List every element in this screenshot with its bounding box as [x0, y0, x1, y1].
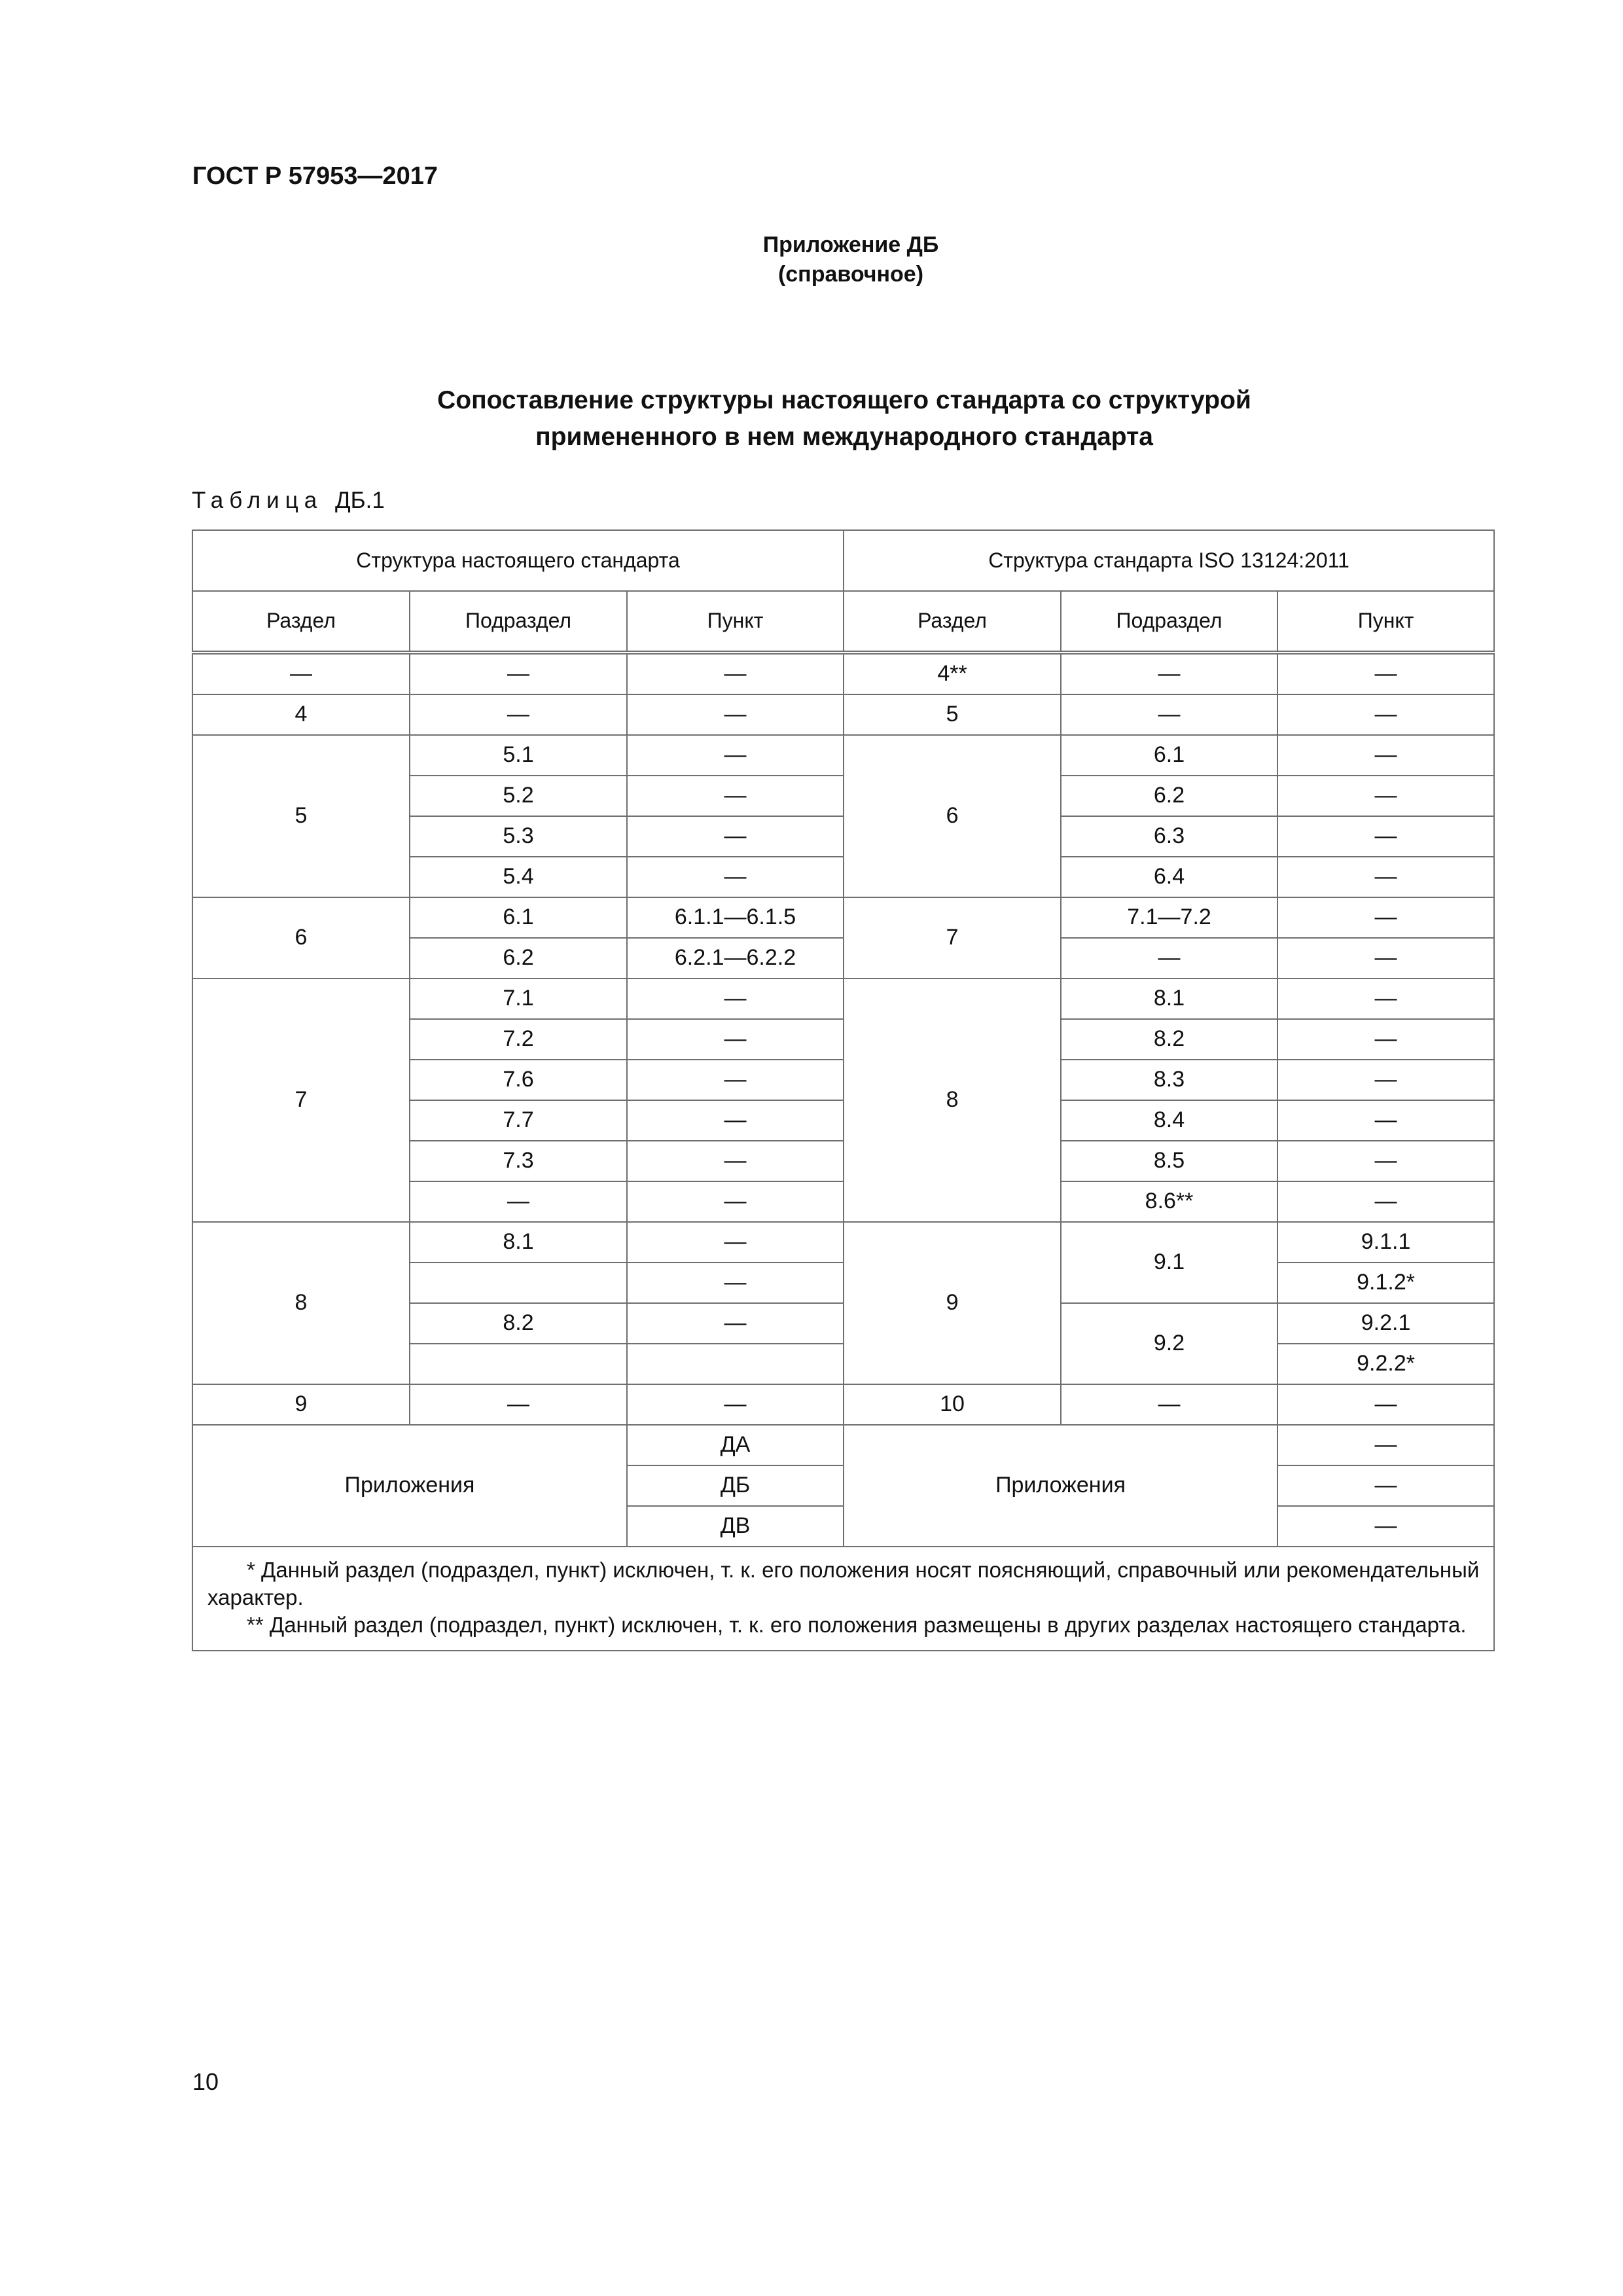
- table-cell: —: [627, 1181, 844, 1222]
- table-cell: 6.2: [1061, 776, 1277, 816]
- table-caption-number: ДБ.1: [334, 488, 385, 513]
- table-cell: 8.1: [1061, 978, 1277, 1019]
- table-cell: —: [1277, 653, 1494, 694]
- table-cell: 7.1—7.2: [1061, 897, 1277, 938]
- table-cell: —: [1277, 1019, 1494, 1060]
- table-cell: 8.5: [1061, 1141, 1277, 1181]
- table-row: [192, 653, 1494, 694]
- page-number: 10: [192, 2068, 219, 2095]
- table-cell: 5.3: [410, 816, 627, 857]
- table-cell: [410, 1344, 627, 1384]
- table-cell: —: [1061, 1384, 1277, 1425]
- structure-comparison-table: [192, 529, 1495, 1651]
- table-cell: —: [410, 653, 627, 694]
- table-cell: 7.3: [410, 1141, 627, 1181]
- table-cell: —: [1277, 1060, 1494, 1100]
- table-cell: —: [1277, 1384, 1494, 1425]
- table-cell: 8.3: [1061, 1060, 1277, 1100]
- table-cell: —: [627, 735, 844, 776]
- table-cell: —: [627, 1019, 844, 1060]
- table-cell: 6.3: [1061, 816, 1277, 857]
- table-cell: 7: [844, 897, 1061, 978]
- table-notes: [192, 1547, 1494, 1651]
- table-row: [192, 1384, 1494, 1425]
- table-cell: 6.2: [410, 938, 627, 978]
- table-cell: —: [1277, 694, 1494, 735]
- table-cell: —: [1061, 694, 1277, 735]
- table-cell: 6.1: [1061, 735, 1277, 776]
- table-cell: 7: [192, 978, 410, 1222]
- column-header-iso-section: Раздел: [844, 591, 1061, 653]
- table-cell: 6: [844, 735, 1061, 897]
- table-cell: 9.1.1: [1277, 1222, 1494, 1263]
- table-cell: —: [627, 1141, 844, 1181]
- table-cell: —: [410, 694, 627, 735]
- table-cell: —: [627, 776, 844, 816]
- table-cell: 9: [192, 1384, 410, 1425]
- table-cell: 5: [844, 694, 1061, 735]
- table-cell: 10: [844, 1384, 1061, 1425]
- table-cell-appendices-iso: Приложения: [844, 1425, 1277, 1547]
- annex-title: Приложение ДБ: [762, 232, 939, 257]
- table-cell: —: [627, 857, 844, 897]
- table-cell: —: [1277, 1465, 1494, 1506]
- table-cell: ДА: [627, 1425, 844, 1465]
- table-cell: ДВ: [627, 1506, 844, 1547]
- document-title-line-1: Сопоставление структуры настоящего стандарта со структурой: [437, 386, 1251, 414]
- table-cell: —: [192, 653, 410, 694]
- table-cell: 8: [844, 978, 1061, 1222]
- table-cell: —: [1277, 1506, 1494, 1547]
- table-cell: —: [1277, 1100, 1494, 1141]
- table-cell: 8.2: [1061, 1019, 1277, 1060]
- table-cell: 7.1: [410, 978, 627, 1019]
- table-cell: [627, 1344, 844, 1384]
- column-header-section: Раздел: [192, 591, 410, 653]
- table-cell-appendices-current: Приложения: [192, 1425, 627, 1547]
- table-cell: —: [1277, 897, 1494, 938]
- table-cell: —: [1277, 816, 1494, 857]
- table-row: [192, 1222, 1494, 1263]
- table-cell: 6.1.1—6.1.5: [627, 897, 844, 938]
- table-cell: —: [410, 1181, 627, 1222]
- table-row: [192, 1425, 1494, 1465]
- column-header-subsection: Подраздел: [410, 591, 627, 653]
- footnote-2: ** Данный раздел (подраздел, пункт) исключен, т. к. его положения размещены в других разделах настоящего стандарта.: [247, 1613, 1467, 1638]
- table-row: [192, 735, 1494, 776]
- document-code: ГОСТ Р 57953—2017: [192, 162, 438, 190]
- table-caption: [192, 488, 385, 514]
- table-column-header-row: [192, 591, 1494, 653]
- table-cell: —: [1277, 857, 1494, 897]
- table-cell: —: [627, 1060, 844, 1100]
- table-cell: 7.6: [410, 1060, 627, 1100]
- table-cell: 5: [192, 735, 410, 897]
- table-cell: 9.1: [1061, 1222, 1277, 1303]
- table-row: [192, 978, 1494, 1019]
- table-cell: 6: [192, 897, 410, 978]
- table-cell: —: [627, 1384, 844, 1425]
- table-group-header-row: [192, 530, 1494, 591]
- table-notes-row: [192, 1547, 1494, 1651]
- group-header-iso-standard: Структура стандарта ISO 13124:2011: [844, 530, 1494, 591]
- table-cell: 5.2: [410, 776, 627, 816]
- table-cell: 8: [192, 1222, 410, 1384]
- table-cell: ДБ: [627, 1465, 844, 1506]
- table-cell: —: [1277, 1181, 1494, 1222]
- table-cell: —: [627, 1100, 844, 1141]
- table-cell: 8.2: [410, 1303, 627, 1344]
- table-row: [192, 694, 1494, 735]
- group-header-current-standard: Структура настоящего стандарта: [192, 530, 844, 591]
- table-caption-word: Таблица: [192, 488, 323, 513]
- table-cell: 6.1: [410, 897, 627, 938]
- table-cell: —: [1061, 653, 1277, 694]
- table-cell: 4: [192, 694, 410, 735]
- table-cell: 9.2.2*: [1277, 1344, 1494, 1384]
- table-cell: 5.1: [410, 735, 627, 776]
- table-row: [192, 897, 1494, 938]
- table-cell: 5.4: [410, 857, 627, 897]
- table-cell: —: [627, 653, 844, 694]
- table-cell: —: [1277, 1425, 1494, 1465]
- table-cell: —: [1277, 1141, 1494, 1181]
- table-cell: [410, 1263, 627, 1303]
- annex-type: (справочное): [777, 262, 924, 287]
- table-cell: 9.2.1: [1277, 1303, 1494, 1344]
- table-cell: 9.2: [1061, 1303, 1277, 1384]
- table-cell: 9.1.2*: [1277, 1263, 1494, 1303]
- table-cell: 8.6**: [1061, 1181, 1277, 1222]
- table-cell: —: [627, 978, 844, 1019]
- table-cell: —: [1277, 978, 1494, 1019]
- table-cell: 8.1: [410, 1222, 627, 1263]
- table-cell: —: [627, 816, 844, 857]
- table-cell: —: [1277, 938, 1494, 978]
- table-cell: 8.4: [1061, 1100, 1277, 1141]
- table-cell: 7.2: [410, 1019, 627, 1060]
- table-cell: —: [627, 1222, 844, 1263]
- table-cell: 4**: [844, 653, 1061, 694]
- table-cell: 9: [844, 1222, 1061, 1384]
- footnote-1: * Данный раздел (подраздел, пункт) исключен, т. к. его положения носят поясняющий, справочный или рекомендательный характер.: [207, 1558, 1480, 1610]
- column-header-clause: Пункт: [627, 591, 844, 653]
- table-cell: —: [1277, 735, 1494, 776]
- table-cell: —: [1277, 776, 1494, 816]
- document-title-line-2: примененного в нем международного стандарта: [535, 423, 1153, 451]
- table-cell: 6.4: [1061, 857, 1277, 897]
- table-cell: —: [1061, 938, 1277, 978]
- table-cell: —: [627, 1263, 844, 1303]
- table-cell: 6.2.1—6.2.2: [627, 938, 844, 978]
- column-header-iso-clause: Пункт: [1277, 591, 1494, 653]
- table-cell: 7.7: [410, 1100, 627, 1141]
- table-cell: —: [627, 694, 844, 735]
- table-cell: —: [410, 1384, 627, 1425]
- table-cell: —: [627, 1303, 844, 1344]
- column-header-iso-subsection: Подраздел: [1061, 591, 1277, 653]
